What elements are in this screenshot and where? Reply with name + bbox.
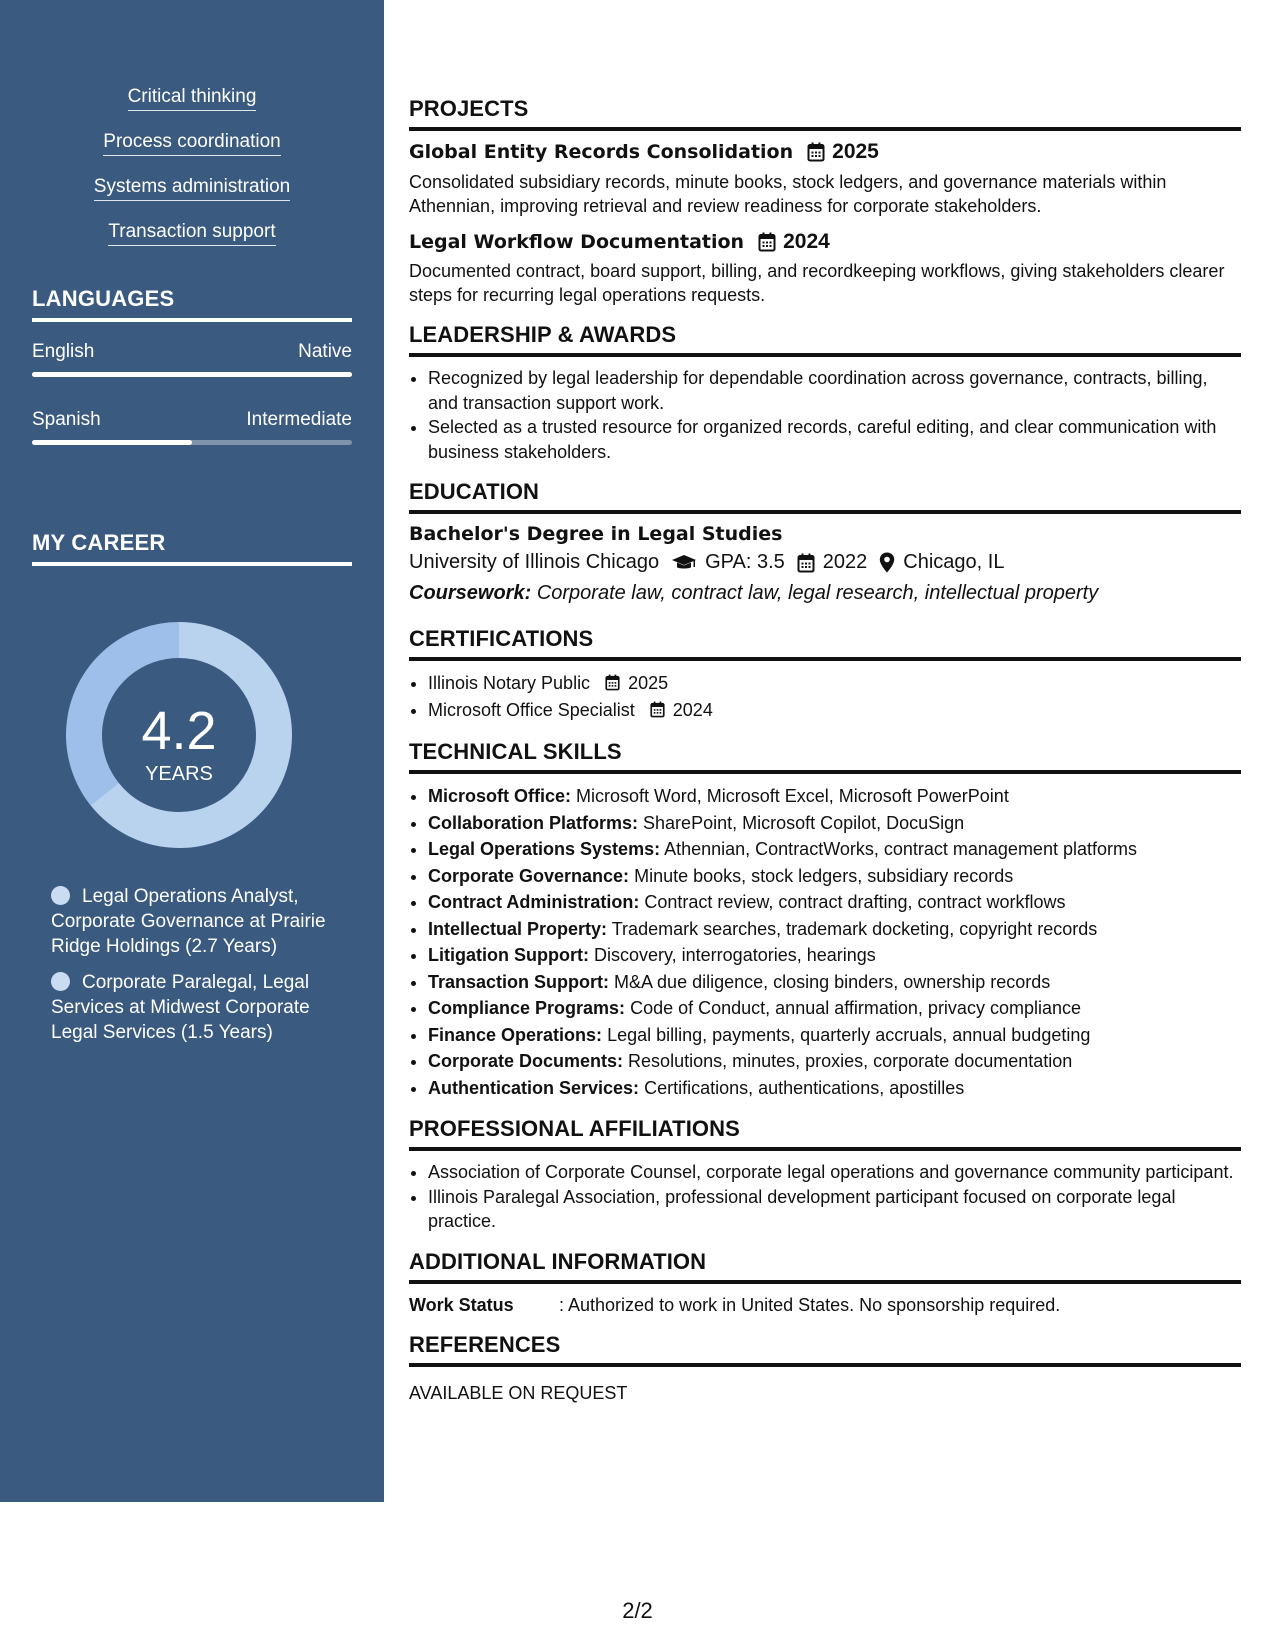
skill-value: Legal billing, payments, quarterly accruals, annual budgeting (607, 1024, 1091, 1045)
education-details (409, 551, 1241, 574)
language-name: English (32, 341, 95, 362)
technical-skills-list (409, 783, 1241, 1101)
list-item (428, 863, 1241, 890)
language-bar (32, 440, 352, 445)
career-unit-label: YEARS (145, 763, 213, 785)
education-heading: EDUCATION (409, 479, 1241, 514)
additional-info-heading: ADDITIONAL INFORMATION (409, 1249, 1241, 1284)
list-item: • Illinois Notary Public 2025 (428, 670, 1241, 697)
location-pin-icon (879, 552, 895, 573)
skill-value: Athennian, ContractWorks, contract management platforms (664, 839, 1137, 859)
degree-title: Bachelor's Degree in Legal Studies (409, 523, 783, 545)
list-item (428, 1022, 1241, 1049)
career-heading: MY CAREER (32, 530, 352, 566)
sidebar (0, 0, 384, 1502)
leadership-list (409, 366, 1241, 464)
coursework-text: Corporate law, contract law, legal research, intellectual property (536, 582, 1099, 604)
affiliations-heading: PROFESSIONAL AFFILIATIONS (409, 1116, 1241, 1151)
skill-value: Microsoft Word, Microsoft Excel, Microsoft PowerPoint (576, 786, 1009, 806)
calendar-icon (650, 701, 665, 718)
references-heading: REFERENCES (409, 1332, 1241, 1367)
calendar-icon (605, 674, 620, 691)
skill-label: Microsoft Office: (428, 786, 572, 806)
list-item (428, 1048, 1241, 1075)
language-bar (32, 372, 352, 377)
project-description: Consolidated subsidiary records, minute books, stock ledgers, and governance materials within Athennian, improving retrieval and review readiness for corporate stakeholders. (409, 172, 1167, 216)
career-item: Legal Operations Analyst, Corporate Governance at Prairie Ridge Holdings (2.7 Years) (51, 886, 326, 957)
language-spanish (32, 409, 352, 445)
skill-value: SharePoint, Microsoft Copilot, DocuSign (643, 812, 965, 833)
skills-list (0, 86, 384, 266)
projects-heading: PROJECTS (409, 96, 1241, 131)
skill-label: Legal Operations Systems: (428, 839, 661, 859)
language-english (32, 341, 352, 377)
language-level: Intermediate (246, 409, 352, 430)
project-item (409, 230, 1241, 307)
career-dot-icon (51, 972, 70, 991)
skill-label: Finance Operations: (428, 1024, 603, 1045)
coursework (409, 582, 1241, 605)
skill-label: Contract Administration: (428, 892, 640, 912)
list-item: • Association of Corporate Counsel, corporate legal operations and governance community participant. (428, 1160, 1241, 1185)
main-content (409, 96, 1241, 1405)
skill-value: Minute books, stock ledgers, subsidiary records (634, 865, 1014, 886)
affiliations-list (409, 1160, 1241, 1234)
work-status-row (409, 1293, 1241, 1317)
skill-value: Discovery, interrogatories, hearings (593, 945, 876, 965)
list-item: • Microsoft Office Specialist 2024 (428, 697, 1241, 724)
skill-label: Transaction Support: (428, 971, 610, 992)
skill-label: Compliance Programs: (428, 998, 626, 1018)
references-text: AVAILABLE ON REQUEST (409, 1382, 628, 1403)
list-item (428, 969, 1241, 996)
school-location: Chicago, IL (903, 551, 1005, 573)
project-name: Global Entity Records Consolidation (409, 141, 794, 163)
skill-value: M&A due diligence, closing binders, ownership records (614, 971, 1051, 992)
skill-item: Systems administration (0, 176, 384, 221)
skill-item: Critical thinking (0, 86, 384, 131)
language-bar-fill (32, 440, 192, 445)
list-item (428, 942, 1241, 969)
leadership-heading: LEADERSHIP & AWARDS (409, 322, 1241, 357)
career-total-years: 4.2 (141, 701, 217, 761)
calendar-icon (758, 232, 776, 252)
graduation-cap-icon (671, 554, 697, 572)
list-item (428, 889, 1241, 916)
skill-label: Litigation Support: (428, 945, 589, 965)
skill-value: Contract review, contract drafting, contract workflows (644, 892, 1066, 912)
skill-value: Resolutions, minutes, proxies, corporate documentation (628, 1051, 1073, 1071)
calendar-icon (807, 142, 825, 162)
career-donut-chart (66, 622, 292, 848)
project-name: Legal Workflow Documentation (409, 231, 745, 253)
skill-item: Transaction support (0, 221, 384, 266)
skill-item: Process coordination (0, 131, 384, 176)
certifications-list (409, 670, 1241, 724)
work-status-value: : Authorized to work in United States. No sponsorship required. (559, 1294, 1061, 1315)
project-year: 2024 (783, 230, 830, 253)
certifications-heading: CERTIFICATIONS (409, 626, 1241, 661)
project-item (409, 140, 1241, 218)
project-year: 2025 (832, 140, 879, 163)
career-dot-icon (51, 886, 70, 905)
project-description: Documented contract, board support, billing, and recordkeeping workflows, giving stakeholders clearer steps for recurring legal operations requests. (409, 261, 1225, 305)
technical-skills-heading: TECHNICAL SKILLS (409, 739, 1241, 774)
skill-label: Intellectual Property: (428, 918, 608, 939)
coursework-label: Coursework: (409, 582, 532, 604)
list-item: • Recognized by legal leadership for dependable coordination across governance, contracts, billing, and transaction support work. (428, 366, 1241, 415)
calendar-icon (797, 553, 815, 573)
skill-label: Corporate Governance: (428, 865, 630, 886)
page-number: 2/2 (622, 1598, 653, 1623)
list-item: • Illinois Paralegal Association, professional development participant focused on corporate legal practice. (428, 1185, 1241, 1234)
career-item: Corporate Paralegal, Legal Services at Midwest Corporate Legal Services (1.5 Years) (51, 972, 310, 1043)
list-item (428, 783, 1241, 810)
graduation-year: 2022 (822, 551, 868, 573)
list-item (428, 916, 1241, 943)
language-bar-fill (32, 372, 352, 377)
skill-value: Certifications, authentications, apostilles (644, 1077, 965, 1098)
language-level: Native (298, 341, 352, 362)
list-item (428, 995, 1241, 1022)
skill-label: Authentication Services: (428, 1077, 640, 1098)
skill-label: Collaboration Platforms: (428, 812, 639, 833)
skill-value: Trademark searches, trademark docketing, copyright records (611, 918, 1098, 939)
list-item (428, 1075, 1241, 1102)
language-name: Spanish (32, 409, 101, 430)
school-name: University of Illinois Chicago (409, 551, 660, 573)
languages-heading: LANGUAGES (32, 286, 352, 322)
list-item: • Selected as a trusted resource for organized records, careful editing, and clear communication with business stakeholders. (428, 415, 1241, 464)
skill-label: Corporate Documents: (428, 1051, 624, 1071)
list-item (428, 810, 1241, 837)
list-item (428, 836, 1241, 863)
skill-value: Code of Conduct, annual affirmation, privacy compliance (630, 998, 1081, 1018)
work-status-label: Work Status (409, 1294, 514, 1315)
gpa: GPA: 3.5 (705, 551, 785, 573)
